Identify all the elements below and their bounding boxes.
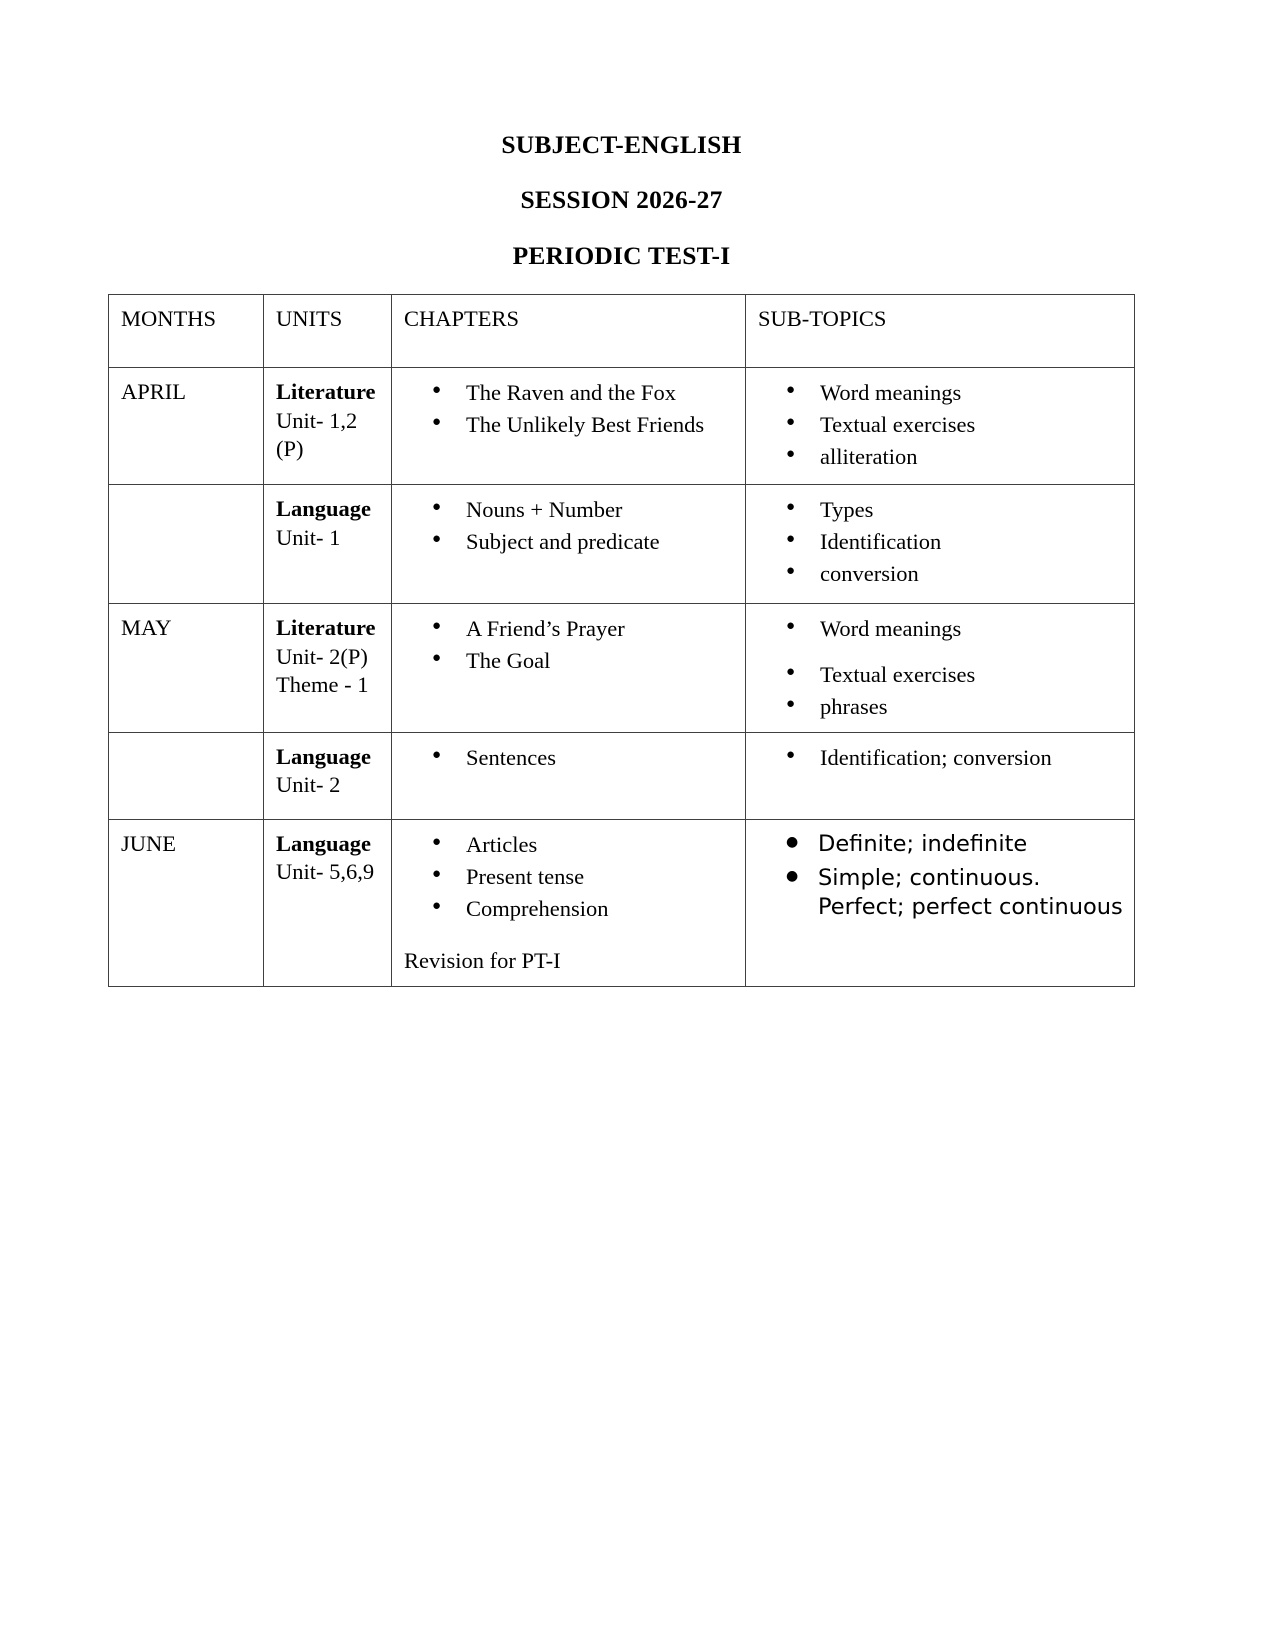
list-item: ● Definite; indefinite bbox=[758, 830, 1124, 859]
list-item: ● Articles bbox=[404, 830, 735, 859]
list-item: ● Textual exercises bbox=[758, 410, 1124, 439]
cell-unit bbox=[264, 732, 392, 819]
cell-subtopics bbox=[746, 484, 1135, 603]
chapter-list bbox=[404, 378, 735, 440]
list-item: ● The Raven and the Fox bbox=[404, 378, 735, 407]
cell-subtopics bbox=[746, 819, 1135, 986]
list-item: ● The Goal bbox=[404, 646, 735, 675]
list-item: ● conversion bbox=[758, 559, 1124, 588]
unit-detail: Unit- 2 bbox=[276, 772, 341, 798]
table-row bbox=[109, 367, 1135, 484]
list-item: ● Sentences bbox=[404, 743, 735, 772]
cell-month bbox=[109, 484, 264, 603]
cell-unit bbox=[264, 819, 392, 986]
list-item: ● Types bbox=[758, 495, 1124, 524]
cell-unit bbox=[264, 603, 392, 732]
cell-chapters bbox=[392, 732, 746, 819]
list-item: ● Word meanings bbox=[758, 614, 1124, 643]
unit-detail: Unit- 5,6,9 bbox=[276, 859, 375, 885]
session-title: SESSION 2026-27 bbox=[520, 185, 723, 215]
list-item: ● Comprehension bbox=[404, 894, 735, 923]
subject-title: SUBJECT-ENGLISH bbox=[501, 130, 742, 159]
unit-name: Language bbox=[276, 743, 372, 769]
unit-name: Language bbox=[276, 495, 372, 521]
cell-chapters bbox=[392, 603, 746, 732]
table-row bbox=[109, 732, 1135, 819]
cell-month: APRIL bbox=[109, 367, 264, 484]
unit-name: Literature bbox=[276, 378, 376, 404]
test-title: PERIODIC TEST-I bbox=[512, 240, 731, 270]
unit-name: Literature bbox=[276, 614, 376, 640]
table-row bbox=[109, 603, 1135, 732]
subtopic-list bbox=[758, 495, 1124, 589]
table-header-row bbox=[109, 294, 1135, 367]
cell-unit bbox=[264, 484, 392, 603]
cell-unit bbox=[264, 367, 392, 484]
list-item: ● A Friend’s Prayer bbox=[404, 614, 735, 643]
unit-detail: Unit- 1,2 bbox=[276, 407, 358, 433]
list-item: ● Nouns + Number bbox=[404, 495, 735, 524]
unit-detail: Unit- 2(P) bbox=[276, 643, 368, 669]
subtopic-list bbox=[758, 378, 1124, 472]
unit-detail: (P) bbox=[276, 436, 304, 462]
column-header-chapters: CHAPTERS bbox=[392, 294, 746, 367]
cell-subtopics bbox=[746, 367, 1135, 484]
subtopic-list bbox=[758, 743, 1124, 772]
cell-month bbox=[109, 732, 264, 819]
chapter-list bbox=[404, 830, 735, 924]
list-item: ● Word meanings bbox=[758, 378, 1124, 407]
list-item: ● The Unlikely Best Friends bbox=[404, 410, 735, 439]
table-row bbox=[109, 819, 1135, 986]
cell-month: JUNE bbox=[109, 819, 264, 986]
cell-subtopics bbox=[746, 732, 1135, 819]
list-item: ● Subject and predicate bbox=[404, 527, 735, 556]
column-header-units: UNITS bbox=[264, 294, 392, 367]
list-item: ● phrases bbox=[758, 692, 1124, 721]
list-item: ● Present tense bbox=[404, 862, 735, 891]
cell-chapters bbox=[392, 819, 746, 986]
table-row bbox=[109, 484, 1135, 603]
cell-subtopics bbox=[746, 603, 1135, 732]
syllabus-table bbox=[108, 294, 1135, 987]
unit-detail: Unit- 1 bbox=[276, 524, 341, 550]
column-header-months: MONTHS bbox=[109, 294, 264, 367]
list-item: ● Identification bbox=[758, 527, 1124, 556]
unit-name: Language bbox=[276, 830, 372, 856]
list-item: ● Textual exercises bbox=[758, 660, 1124, 689]
cell-month: MAY bbox=[109, 603, 264, 732]
cell-chapters bbox=[392, 367, 746, 484]
column-header-subtopics: SUB-TOPICS bbox=[746, 294, 1135, 367]
revision-note: Revision for PT-I bbox=[404, 948, 561, 974]
unit-detail: Theme - 1 bbox=[276, 672, 369, 698]
cell-chapters bbox=[392, 484, 746, 603]
chapter-list bbox=[404, 743, 735, 772]
subtopic-list bbox=[758, 614, 1124, 722]
chapter-list bbox=[404, 614, 735, 676]
chapter-list bbox=[404, 495, 735, 557]
subtopic-list bbox=[758, 830, 1124, 923]
list-item: ● Identification; conversion bbox=[758, 743, 1124, 772]
list-item: ● alliteration bbox=[758, 442, 1124, 471]
list-item: ● Simple; continuous. Perfect; perfect continuous bbox=[758, 864, 1124, 923]
